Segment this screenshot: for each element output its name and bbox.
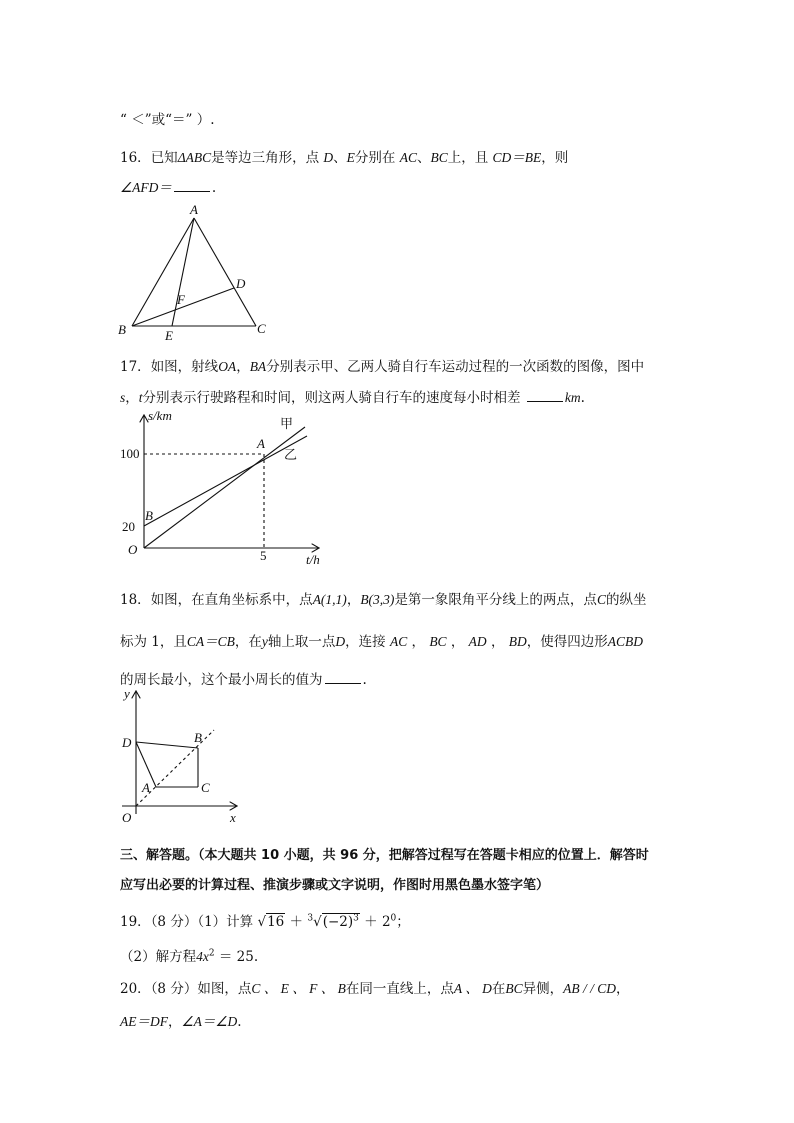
q17-answer-blank[interactable]: [527, 389, 563, 402]
q17-line2: [120, 386, 585, 406]
q16-sep1: 、: [333, 150, 347, 166]
q19-plus1: ＋: [285, 914, 308, 930]
q16-end: .: [211, 180, 217, 196]
q16-point-d: D: [323, 150, 334, 165]
q17-sep: ，: [236, 359, 250, 375]
q20-text-b: 在同一直线上，点: [345, 981, 454, 997]
q17-oa: OA: [218, 359, 237, 374]
q16-point-e: E: [346, 150, 355, 165]
q16-text-d: 上，且: [447, 150, 489, 166]
q19-semi: ；: [396, 914, 410, 930]
q16-label-f: F: [177, 292, 185, 307]
q18-y: y: [261, 634, 268, 649]
q18-text-d: 标为 1，且: [120, 634, 187, 650]
q20-score: （8 分）: [150, 981, 198, 997]
q20-end: .: [237, 1014, 242, 1030]
q18-number: 18．: [120, 592, 151, 608]
q18-text-g: ，连接: [345, 634, 386, 650]
q17-label-b: B: [145, 508, 153, 523]
q20-parallel: AB / / CD: [563, 981, 616, 996]
q16-answer-blank[interactable]: [174, 179, 210, 192]
q18-segment-db: [136, 742, 198, 748]
q18-text-h: ，使得四边形: [526, 634, 608, 650]
q15-tail: “ ＜”或“＝” ）.: [120, 112, 215, 128]
q20-text-c: 在: [491, 981, 506, 997]
q17-ba: BA: [249, 359, 267, 374]
q20-points2: A 、 D: [453, 981, 492, 996]
q19-eq-a: 4x: [196, 949, 209, 964]
q17-yi: 乙: [284, 447, 298, 462]
q17-line1: [120, 355, 644, 375]
q16-sep2: 、: [416, 150, 431, 166]
q18-answer-blank[interactable]: [325, 671, 361, 684]
q16-label-b: B: [118, 322, 126, 337]
q16-triangle: ΔABC: [177, 150, 212, 165]
q19-cube-body: [322, 913, 360, 930]
q17-line-oa: [144, 427, 305, 548]
q17-number: 17．: [120, 359, 151, 375]
q19-cube-symbol: √: [313, 914, 322, 930]
q16-label-d: D: [236, 276, 246, 291]
q16-bc: BC: [430, 150, 448, 165]
q17-label-a: A: [257, 436, 265, 451]
q16-text-e: ，则: [541, 150, 569, 166]
q19-number: 19．: [120, 914, 151, 930]
q19-line2: [120, 945, 258, 965]
q18-comma3: ，: [490, 634, 505, 650]
section3-title: 三、解答题。（本大题共 10 小题，共 96 分，把解答过程写在答题卡相应的位置上．解答时: [120, 848, 649, 863]
section3-title2: 应写出必要的计算过程、推演步骤或文字说明，作图时用黑色墨水签字笔）: [120, 878, 550, 893]
q17-y20: 20: [122, 519, 135, 534]
q18-label-b: B: [194, 730, 202, 745]
q20-text-a: 如图，点: [197, 981, 252, 997]
q18-acbd: ACBD: [607, 634, 644, 649]
q16-line2: [120, 176, 216, 196]
q17-origin: O: [128, 542, 138, 557]
q20-text-d: 异侧，: [522, 981, 564, 997]
q18-end: .: [362, 672, 367, 688]
q20-line1: [120, 977, 629, 997]
q16-condition: CD＝BE: [492, 150, 542, 165]
q18-text-f: 轴上取一点: [267, 634, 336, 650]
q17-ylabel: s/km: [148, 408, 172, 423]
q18-text-e: ，在: [234, 634, 262, 650]
q16-text-a: 已知: [150, 150, 178, 166]
q20-number: 20．: [120, 981, 151, 997]
q16-label-e: E: [165, 328, 173, 343]
q18-line1: [120, 588, 646, 608]
q18-text-a: 如图，在直角坐标系中，点: [150, 592, 313, 608]
q18-point-a: A(1,1): [312, 592, 347, 607]
q20-bc: BC: [505, 981, 523, 996]
q20-line2: [120, 1010, 242, 1030]
q18-label-d: D: [122, 735, 132, 750]
q18-label-x: x: [230, 810, 236, 825]
q18-label-c: C: [201, 780, 210, 795]
q16-label-a: A: [190, 202, 198, 217]
q19-eq-exp: 2: [208, 948, 215, 959]
q17-figure: [112, 408, 332, 568]
q18-text-b: 是第一象限角平分线上的两点，点: [394, 592, 597, 608]
q17-sep2: ，: [125, 390, 139, 406]
q16-side-ac: [194, 218, 256, 326]
q17-text-c: 分别表示行驶路程和时间，则这两人骑自行车的速度每小时相差: [142, 390, 521, 406]
q19-sqrt-symbol: √: [257, 914, 267, 930]
q18-sep: ，: [346, 592, 361, 608]
q19-zero-exp: 0: [390, 913, 397, 924]
q17-xlabel: t/h: [306, 552, 320, 567]
q17-text-a: 如图，射线: [150, 359, 219, 375]
q18-label-y: y: [124, 686, 130, 701]
q17-s: s: [120, 390, 126, 405]
q17-t: t: [138, 390, 143, 405]
q19-cube-exp: 3: [353, 913, 359, 924]
q20-comma2: ，: [168, 1014, 182, 1030]
q16-angle: ∠AFD＝: [120, 180, 172, 195]
q17-line-ba: [144, 436, 307, 526]
q18-label-o: O: [122, 810, 132, 825]
q19-part2: （2）解方程: [120, 949, 197, 965]
q16-number: 16．: [120, 150, 151, 166]
q19-score: （8 分）: [150, 914, 198, 930]
q19-part1: （1）计算: [197, 914, 254, 930]
q19-eq-b: ＝ 25: [214, 949, 254, 965]
q19-line1: [120, 910, 410, 930]
q17-y100: 100: [120, 446, 140, 461]
q16-line1: [120, 146, 568, 166]
q19-sqrt-body: 16: [267, 914, 285, 930]
q20-cond1: AE＝DF: [120, 1014, 168, 1029]
q16-label-c: C: [257, 321, 266, 336]
q17-end: .: [580, 390, 585, 406]
q18-comma2: ，: [450, 634, 465, 650]
q16-ac: AC: [399, 150, 417, 165]
q19-cube-index: 3: [307, 913, 314, 924]
q18-line2: [120, 630, 643, 650]
q18-bc: BC: [429, 634, 447, 649]
q18-comma1: ，: [411, 634, 426, 650]
q20-comma: ，: [615, 981, 630, 997]
q17-text-b: 分别表示甲、乙两人骑自行车运动过程的一次函数的图像，图中: [266, 359, 645, 375]
q18-figure: [112, 686, 252, 826]
q18-point-b: B(3,3): [360, 592, 395, 607]
q17-jia: 甲: [280, 416, 294, 431]
q19-cube-base: (−2): [322, 914, 354, 930]
q18-point-c: C: [596, 592, 606, 607]
q20-points: C 、 E 、 F 、 B: [251, 981, 346, 996]
q18-bd: BD: [508, 634, 527, 649]
q18-ad: AD: [468, 634, 487, 649]
q17-unit: km: [564, 390, 581, 405]
q18-condition: CA＝CB: [186, 634, 235, 649]
q17-x5: 5: [260, 548, 267, 563]
q16-figure: [110, 200, 280, 345]
q16-side-ab: [132, 218, 194, 326]
q18-ac: AC: [389, 634, 408, 649]
q19-plus2: ＋ 2: [359, 914, 391, 930]
q18-text-i: 的周长最小，这个最小周长的值为: [120, 672, 323, 688]
q16-text-c: 分别在: [354, 150, 396, 166]
q18-label-a: A: [142, 780, 150, 795]
q18-point-d: D: [335, 634, 346, 649]
q18-line3: [120, 668, 367, 688]
q20-cond2: ∠A＝∠D: [181, 1014, 238, 1029]
q16-text-b: 是等边三角形，点: [211, 150, 320, 166]
q18-text-c: 的纵坐: [605, 592, 647, 608]
q19-end: .: [253, 949, 259, 965]
